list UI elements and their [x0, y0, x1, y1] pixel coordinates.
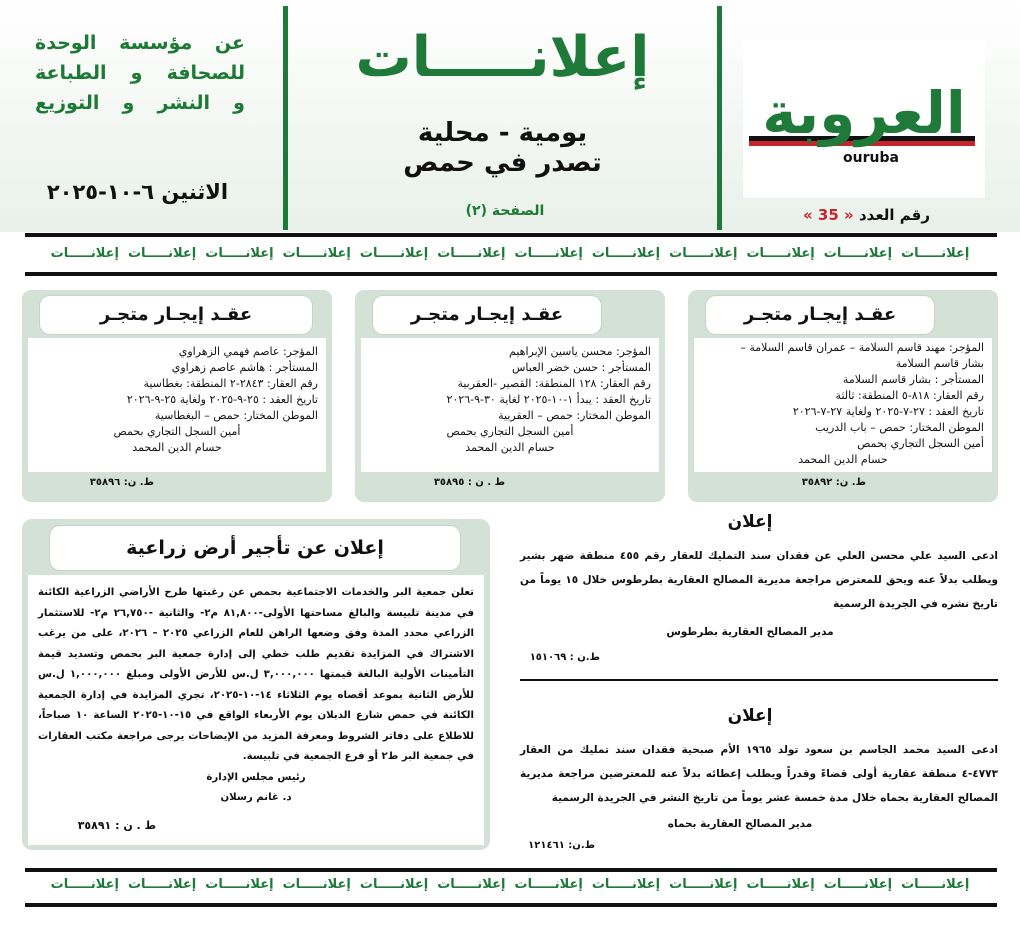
contract-line: بشار قاسم السلامة [895, 357, 984, 370]
subtitle-location: تصدر في حمص [403, 148, 602, 178]
registrar-name: حسام الدين المحمد [465, 441, 555, 454]
announcement-text: ادعى السيد محمد الجاسم بن سعود تولد ١٩٦٥ الأم صبحية فقدان سند تمليك من العقار ٤٧٧٣-٤ منطقة عقارية أولى قضاءً وقدراً ويطلب إعطائه بدلاً عنه للمعترضين مراجعة مديرية المصالح العقارية بحماه خلال مدة خمسة عشر يوماً من تاريخ النشر في الجريدة الرسمية [520, 744, 998, 804]
band-top-rule [25, 233, 997, 237]
contract-line: المؤجر: مهند قاسم السلامة – عمران قاسم السلامة – [740, 341, 984, 354]
land-code: ط . ن : ٣٥٨٩١ [77, 819, 156, 832]
contract-card-title: عقـد إيجـار متجـر [40, 296, 312, 334]
contract-line: المؤجر: عاصم فهمي الزهراوي [178, 345, 318, 358]
publisher-line: عن مؤسسة الوحدة [35, 32, 245, 54]
registrar-title: أمين السجل التجاري بحمص [446, 425, 574, 438]
issue-number: « 35 » [803, 206, 854, 224]
issue-label-row [740, 206, 930, 224]
announcement-title: إعلان [727, 706, 773, 726]
contract-line: تاريخ العقد : ٢٥-٩-٢٠٢٥ ولغاية ٢٥-٩-٢٠٢٦ [126, 393, 318, 406]
band-word: إعلانـــــات [591, 246, 661, 261]
contract-line: المستأجر : حسن خضر العباس [511, 361, 651, 374]
subtitle-frequency: يومية - محلية [417, 118, 588, 148]
band-word: إعلانـــــات [127, 877, 197, 892]
band-word: إعلانـــــات [127, 246, 197, 261]
contract-card [688, 290, 998, 502]
band-word: إعلانـــــات [823, 246, 893, 261]
band-word: إعلانـــــات [901, 877, 970, 892]
contract-code: ط. ن: ٣٥٨٩٢ [801, 477, 866, 488]
band-word: إعلانـــــات [359, 877, 429, 892]
announcement-code: ط.ن: ١٢١٤٦١ [528, 840, 595, 851]
band-word: إعلانـــــات [282, 246, 351, 261]
contract-line: رقم العقار: ١٢٨ المنطقة: القصير -العقربية [457, 377, 651, 390]
logo-graphic [743, 38, 985, 198]
masthead-divider-right [717, 6, 722, 230]
band-word: إعلانـــــات [437, 246, 506, 261]
contract-line: الموطن المختار: حمص – باب الدريب [815, 421, 984, 434]
band-word: إعلانـــــات [514, 246, 583, 261]
band-top-rule [25, 868, 997, 872]
land-lease-title: إعلان عن تأجير أرض زراعية [50, 526, 460, 570]
band-word: إعلانـــــات [437, 877, 506, 892]
band-bottom-rule [25, 272, 997, 276]
publisher-line: و النشر و التوزيع [35, 92, 245, 114]
band-word: إعلانـــــات [823, 877, 893, 892]
band-bottom-rule [25, 903, 997, 907]
band-word: إعلانـــــات [669, 877, 738, 892]
band-word: إعلانـــــات [901, 246, 970, 261]
contract-card-body [361, 338, 659, 472]
contract-line: رقم العقار: ٨١٨-٥ المنطقة: ثالثة [835, 389, 984, 402]
contract-card [22, 290, 332, 502]
issue-date: الاثنين ٦-١٠-٢٠٢٥ [46, 180, 229, 204]
announcement-title: إعلان [727, 512, 773, 532]
contract-line: تاريخ العقد : يبدأ ١-١٠-٢٠٢٥ لغاية ٣٠-٩-٢٠٢٦ [446, 393, 651, 406]
registrar-title: أمين السجل التجاري بحمص [857, 437, 984, 450]
newspaper-logo [743, 38, 985, 198]
band-word: إعلانـــــات [50, 877, 119, 892]
band-word: إعلانـــــات [282, 877, 351, 892]
ads-band-top [25, 244, 995, 264]
publisher-line: للصحافة و الطباعة [35, 62, 245, 84]
contract-line: المستأجر : بشار قاسم السلامة [842, 373, 984, 386]
land-signature-title: رئيس مجلس الإدارة [206, 771, 306, 783]
registrar-name: حسام الدين المحمد [132, 441, 222, 454]
land-lease-box [22, 519, 490, 850]
contract-line: الموطن المختار: حمص – البغطاسية [154, 409, 318, 422]
publisher-block [35, 28, 245, 118]
contract-code: ط. ن: ٣٥٨٩٦ [89, 477, 154, 488]
page-number: الصفحة (٢) [465, 203, 545, 219]
announcement-signature: مدير المصالح العقارية بحماه [667, 818, 813, 830]
issue-label: رقم العدد [858, 206, 930, 224]
land-signature-name: د. غانم رسلان [220, 792, 292, 803]
band-word: إعلانـــــات [591, 877, 661, 892]
band-word: إعلانـــــات [746, 246, 815, 261]
band-word: إعلانـــــات [746, 877, 815, 892]
contract-code: ط . ن : ٣٥٨٩٥ [433, 477, 505, 488]
band-word: إعلانـــــات [514, 877, 583, 892]
contract-card-body [694, 338, 992, 472]
contract-card [355, 290, 665, 502]
contract-line: تاريخ العقد : ٢٧-٧-٢٠٢٥ ولغاية ٢٧-٧-٢٠٢٦ [792, 405, 984, 418]
band-word: إعلانـــــات [359, 246, 429, 261]
land-lease-text: تعلن جمعية البر والخدمات الاجتماعية بحمص عن رغبتها طرح الأراضي الزراعية الكائنة في مدينة تلبيسة والبالغ مساحتها الأولى-٨١,٨٠٠ م٢- والثانية -٢٦,٧٥٠ م٢- للاستثمار الزراعي محدد المدة وفق وضعها الراهن للعام الزراعي ٢٠٢٥ – ٢٠٢٦، على من يرغب الاشتراك في المزايدة تقديم طلب خطي إلى إدارة جمعية البر بحمص وتسديد قيمة التأمينات الأولية البالغة قيمتها ٣,٠٠٠,٠٠٠ ل.س للأرض الأولى ومبلغ ١,٠٠٠,٠٠٠ ل.س للأرض الثانية بموعد أقصاه يوم الثلاثاء ١٤-١٠-٢٠٢٥، تجري المزايدة في إدارة الجمعية الكائنة في حمص شارع الدبلان يوم الأربعاء الواقع في ١٥-١٠-٢٠٢٥ الساعة ١٠ صباحاً، للاطلاع على دفاتر الشروط ومعرفة المزيد من الإيضاحات يرجى مراجعة مكتب العقارات في جمعية البر ط٢ أو فرع الجمعية في تلبيسة. [38, 587, 474, 762]
announcement-signature: مدير المصالح العقارية بطرطوس [666, 626, 834, 638]
contract-line: المؤجر: محسن ياسين الإبراهيم [509, 345, 651, 358]
logo-latin-wordmark: ouruba [843, 150, 899, 166]
band-word: إعلانـــــات [205, 877, 274, 892]
registrar-name: حسام الدين المحمد [798, 453, 888, 466]
band-word: إعلانـــــات [669, 246, 738, 261]
band-word: إعلانـــــات [205, 246, 274, 261]
contract-line: الموطن المختار: حمص – العقربية [498, 409, 651, 422]
contract-card-title: عقـد إيجـار متجـر [706, 296, 934, 334]
masthead-divider-left [283, 6, 288, 230]
contract-line: رقم العقار: ٢٨٤٣-٢ المنطقة: بغطاسية [143, 377, 318, 390]
announcement-code: ط.ن : ١٥١٠٦٩ [529, 652, 600, 663]
page-title: إعلانـــــات [355, 25, 650, 90]
band-word: إعلانـــــات [50, 246, 119, 261]
ads-band-bottom [25, 875, 995, 895]
contract-card-title: عقـد إيجـار متجـر [373, 296, 601, 334]
contract-line: المستأجر : هاشم عاصم زهراوي [171, 361, 318, 374]
announcement-separator [520, 679, 998, 681]
logo-wordmark: العروبة [762, 79, 966, 147]
land-lease-body [28, 575, 484, 845]
contract-card-body [28, 338, 326, 472]
announcement-text: ادعى السيد علي محسن العلي عن فقدان سند التمليك للعقار رقم ٤٥٥ منطقة ضهر بشير ويطلب بدلاً عنه ويحق للمعترض مراجعة مديرية المصالح العقارية بطرطوس خلال ١٥ يوماً من تاريخ نشره في الجريدة الرسمية [520, 550, 999, 610]
registrar-title: أمين السجل التجاري بحمص [113, 425, 241, 438]
